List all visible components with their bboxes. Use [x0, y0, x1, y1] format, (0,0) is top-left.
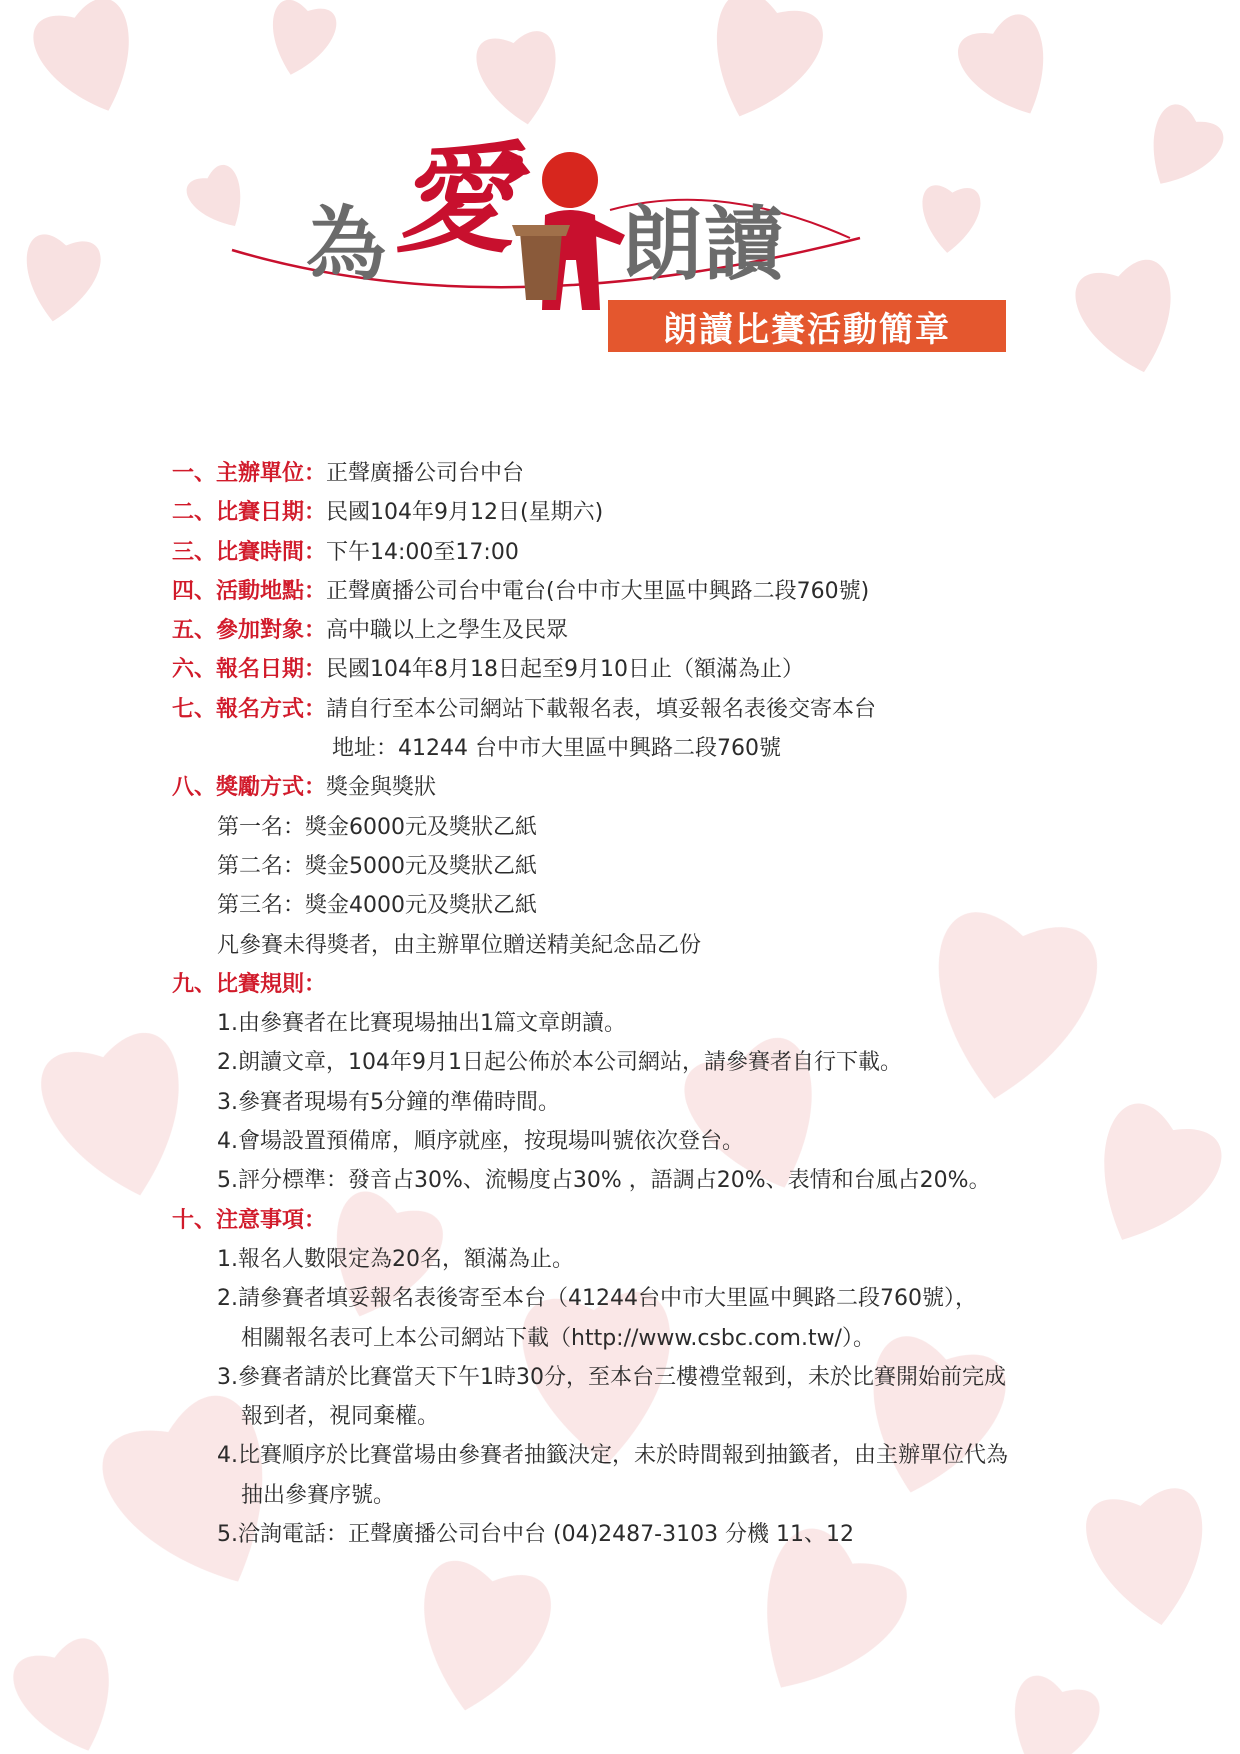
section-label: 六、報名日期：	[172, 657, 327, 683]
section-location	[172, 572, 1072, 611]
title-char-wei: 為	[306, 198, 388, 291]
section-value: 正聲廣播公司台中台	[326, 461, 525, 486]
section-label: 二、比賽日期：	[172, 500, 327, 526]
title-char-reading: 朗讀	[622, 198, 786, 291]
section-label: 七、報名方式：	[172, 696, 327, 722]
section-label: 四、活動地點：	[172, 578, 327, 604]
note-item: 4.比賽順序於比賽當場由參賽者抽籤決定，未於時間報到抽籤者，由主辦單位代為	[217, 1443, 1008, 1469]
section-value: 正聲廣播公司台中電台(台中市大里區中興路二段760號)	[326, 578, 870, 604]
header	[0, 0, 1240, 380]
section-notes-label: 十、注意事項：	[172, 1207, 327, 1233]
section-organizer	[172, 454, 1072, 493]
section-value: 民國104年8月18日起至9月10日止（額滿為止）	[326, 657, 804, 683]
rule-item: 4.會場設置預備席，順序就座，按現場叫號依次登台。	[217, 1129, 744, 1155]
section-awards	[172, 768, 1072, 807]
title-char-love: 愛	[395, 129, 515, 270]
note-item: 2.請參賽者填妥報名表後寄至本台（41244台中市大里區中興路二段760號），	[217, 1286, 977, 1312]
section-time	[172, 533, 1072, 572]
section-value: 民國104年9月12日(星期六)	[326, 500, 604, 526]
subtitle-banner: 朗讀比賽活動簡章	[608, 300, 1006, 352]
section-label: 一、主辦單位：	[172, 461, 327, 486]
registration-address: 地址：41244 台中市大里區中興路二段760號	[332, 736, 781, 762]
section-label: 八、獎勵方式：	[172, 775, 327, 801]
section-value: 下午14:00至17:00	[326, 539, 519, 565]
note-item: 3.參賽者請於比賽當天下午1時30分，至本台三樓禮堂報到，未於比賽開始前完成	[217, 1364, 1006, 1390]
note-item-continuation: 相關報名表可上本公司網站下載（http://www.csbc.com.tw/）。	[241, 1325, 875, 1351]
document-body	[172, 454, 1072, 1554]
section-label: 三、比賽時間：	[172, 539, 327, 565]
section-date	[172, 493, 1072, 532]
rule-item: 5.評分標準：發音占30%、流暢度占30% ，語調占20%、表情和台風占20%。	[217, 1168, 991, 1194]
award-first: 第一名：獎金6000元及獎狀乙紙	[217, 814, 537, 840]
note-item-contact: 5.洽詢電話：正聲廣播公司台中台 (04)2487-3103 分機 11、12	[217, 1522, 855, 1548]
award-second: 第二名：獎金5000元及獎狀乙紙	[217, 853, 537, 879]
section-participants	[172, 611, 1072, 650]
section-registration-date	[172, 650, 1072, 689]
section-value: 高中職以上之學生及民眾	[326, 618, 569, 644]
rule-item: 3.參賽者現場有5分鐘的準備時間。	[217, 1089, 560, 1115]
section-registration-method	[172, 690, 1072, 729]
award-third: 第三名：獎金4000元及獎狀乙紙	[217, 893, 537, 919]
award-participation: 凡參賽未得獎者，由主辦單位贈送精美紀念品乙份	[217, 932, 702, 958]
note-item-continuation: 報到者，視同棄權。	[241, 1404, 440, 1430]
section-label: 五、參加對象：	[172, 618, 327, 644]
section-rules-label: 九、比賽規則：	[172, 971, 327, 997]
section-value: 請自行至本公司網站下載報名表，填妥報名表後交寄本台	[326, 696, 877, 722]
section-value: 獎金與獎狀	[326, 775, 437, 801]
rule-item: 2.朗讀文章，104年9月1日起公佈於本公司網站，請參賽者自行下載。	[217, 1050, 902, 1076]
note-item: 1.報名人數限定為20名，額滿為止。	[217, 1246, 574, 1272]
note-item-continuation: 抽出參賽序號。	[241, 1482, 396, 1508]
rule-item: 1.由參賽者在比賽現場抽出1篇文章朗讀。	[217, 1011, 626, 1037]
